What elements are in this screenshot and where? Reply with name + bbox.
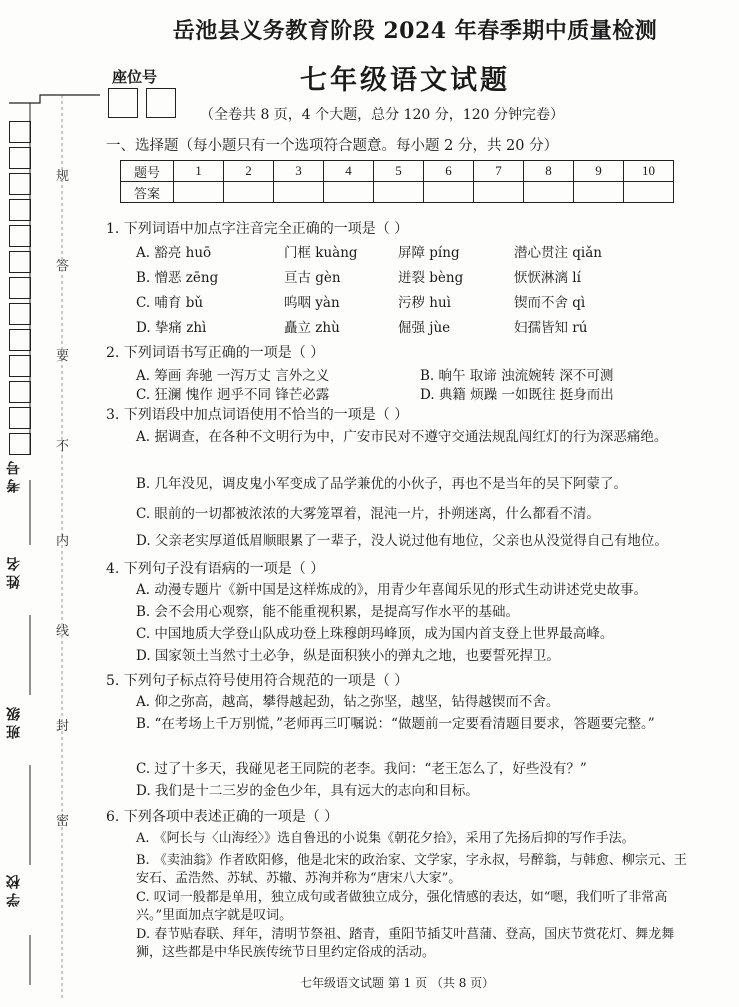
section-one-heading: 一、选择题（每小题只有一个选项符合题意。每小题 2 分，共 20 分） <box>106 138 559 154</box>
table-cell: 10 <box>624 161 674 182</box>
answer-cell[interactable] <box>474 182 524 203</box>
question-5-stem: 5. 下列句子标点符号使用符合规范的一项是（ ） <box>106 673 409 689</box>
option: B. “在考场上千万别慌，”老师再三叮嘱说：“做题前一定要看清题目要求，答题要完整。” <box>136 716 655 732</box>
binding-char: 内 <box>56 534 70 549</box>
exam-id-box[interactable] <box>9 433 31 455</box>
table-cell: 1 <box>174 161 224 182</box>
exam-id-box[interactable] <box>9 329 31 351</box>
paper-title: 七年级语文试题 <box>300 65 510 96</box>
table-cell: 7 <box>474 161 524 182</box>
option: A. 豁亮 huō <box>136 245 212 261</box>
option: A. 筹画 奔驰 一泻万丈 言外之义 <box>136 368 330 384</box>
exam-note: （全卷共 8 页，4 个大题，总分 120 分，120 分钟完卷） <box>200 107 564 123</box>
question-1-stem: 1. 下列词语中加点字注音完全正确的一项是（ ） <box>106 221 409 237</box>
option: 倔强 jùe <box>398 320 451 336</box>
exam-id-box[interactable] <box>9 407 31 429</box>
table-cell: 4 <box>324 161 374 182</box>
exam-id-box[interactable] <box>9 225 31 247</box>
option: A. 据调查，在各种不文明行为中，广安市民对不遵守交通法规乱闯红灯的行为深恶痛绝。 <box>136 429 668 445</box>
school-label: 学校 <box>6 871 22 907</box>
answer-cell[interactable] <box>374 182 424 203</box>
binding-char: 规 <box>56 169 70 184</box>
option: 迸裂 bèng <box>398 270 464 286</box>
option: A. 仰之弥高，越高，攀得越起劲，钻之弥坚，越坚，钻得越锲而不舍。 <box>136 694 560 710</box>
answer-cell[interactable] <box>424 182 474 203</box>
option: C. 哺育 bǔ <box>136 295 204 311</box>
table-cell: 题号 <box>121 161 174 182</box>
table-cell: 8 <box>524 161 574 182</box>
option: 门框 kuàng <box>284 245 358 261</box>
name-label: 姓名 <box>6 553 22 589</box>
option: B. 几年没见，调皮鬼小军变成了品学兼优的小伙子，再也不是当年的吴下阿蒙了。 <box>136 476 628 492</box>
exam-id-box[interactable] <box>9 121 31 143</box>
option: 屏障 píng <box>398 245 460 261</box>
option: A. 《阿长与〈山海经〉》选自鲁迅的小说集《朝花夕拾》，采用了先扬后抑的写作手法。 <box>136 831 635 846</box>
answer-cell[interactable] <box>224 182 274 203</box>
table-cell: 3 <box>274 161 324 182</box>
exam-id-box[interactable] <box>9 199 31 221</box>
binding-margin <box>0 85 100 1005</box>
option: D. 挚痛 zhì <box>136 320 207 336</box>
option: C. 眼前的一切都被浓浓的大雾笼罩着，混沌一片，扑朔迷离，什么都看不清。 <box>136 506 600 522</box>
option: D. 春节贴春联、拜年，清明节祭祖、踏青，重阳节插艾叶菖蒲、登高，国庆节赏花灯、舞龙舞狮，这些都是中华民族传统节日里约定俗成的活动。 <box>136 927 675 960</box>
seat-number-box[interactable] <box>108 88 138 118</box>
page-footer: 七年级语文试题 第 1 页 （共 8 页） <box>300 976 495 990</box>
option: B. 晌午 取谛 浊流婉转 深不可测 <box>420 368 614 384</box>
option: D. 我们是十二三岁的金色少年，具有远大的志向和目标。 <box>136 783 479 799</box>
option: C. 叹词一般都是单用，独立成句或者做独立成分，强化情感的表达，如“嗯，我们听了非常高兴。”里面加点字就是叹词。 <box>136 890 668 923</box>
exam-id-label: 考号 <box>6 457 22 493</box>
class-label: 班级 <box>6 703 22 739</box>
question-3-stem: 3. 下列语段中加点词语使用不恰当的一项是（ ） <box>106 407 409 423</box>
option: 锲而不舍 qì <box>514 295 586 311</box>
option: B. 《卖油翁》作者欧阳修，他是北宋的政治家、文学家，字永叔，号醉翁，与韩愈、柳宗元、王安石、孟浩然、苏轼、苏辙、苏洵并称为“唐宋八大家”。 <box>136 853 687 886</box>
option: C. 狂澜 愧作 迥乎不同 锋芒必露 <box>136 387 330 403</box>
table-cell: 6 <box>424 161 474 182</box>
answer-cell[interactable] <box>324 182 374 203</box>
answer-table <box>120 160 674 203</box>
table-cell: 9 <box>574 161 624 182</box>
binding-char: 封 <box>56 719 70 734</box>
option: 矗立 zhù <box>284 320 340 336</box>
option: 亘古 gèn <box>284 270 341 286</box>
binding-char: 答 <box>56 259 70 274</box>
binding-lines <box>0 85 100 1005</box>
table-cell: 答案 <box>121 182 174 203</box>
option: D. 父亲老实厚道低眉顺眼累了一辈子，没人说过他有地位，父亲也从没觉得自己有地位。 <box>136 533 668 549</box>
table-row <box>121 182 674 203</box>
option: 恹恹淋漓 lí <box>514 270 581 286</box>
exam-header: 岳池县义务教育阶段 2024 年春季期中质量检测 <box>172 18 658 44</box>
table-cell: 2 <box>224 161 274 182</box>
seat-number-box[interactable] <box>146 88 176 118</box>
binding-char: 密 <box>56 814 70 829</box>
option: 污秽 huì <box>398 295 451 311</box>
question-1-options <box>136 241 696 337</box>
answer-cell[interactable] <box>274 182 324 203</box>
option: B. 会不会用心观察，能不能重视积累，是提高写作水平的基础。 <box>136 604 520 620</box>
option: C. 中国地质大学登山队成功登上珠穆朗玛峰顶，成为国内首支登上世界最高峰。 <box>136 626 614 642</box>
option: 妇孺皆知 rú <box>514 320 588 336</box>
answer-cell[interactable] <box>174 182 224 203</box>
seat-number-label: 座位号 <box>112 68 158 86</box>
option: 潜心贯注 qiǎn <box>514 245 602 261</box>
question-6-stem: 6. 下列各项中表述正确的一项是（ ） <box>106 809 339 825</box>
table-cell: 5 <box>374 161 424 182</box>
answer-cell[interactable] <box>524 182 574 203</box>
answer-cell[interactable] <box>624 182 674 203</box>
option: D. 典籍 烦躁 一如既往 挺身而出 <box>420 387 614 403</box>
binding-char: 要 <box>56 349 70 364</box>
answer-cell[interactable] <box>574 182 624 203</box>
exam-id-box[interactable] <box>9 381 31 403</box>
option: A. 动漫专题片《新中国是这样炼成的》，用青少年喜闻乐见的形式生动讲述党史故事。 <box>136 582 648 598</box>
option: C. 过了十多天，我碰见老王同院的老李。我问：“老王怎么了，好些没有？” <box>136 761 587 777</box>
exam-id-box[interactable] <box>9 251 31 273</box>
option: 呜咽 yàn <box>284 295 340 311</box>
table-row <box>121 161 674 182</box>
exam-id-box[interactable] <box>9 147 31 169</box>
exam-id-box[interactable] <box>9 355 31 377</box>
binding-char: 不 <box>56 439 70 454</box>
question-4-stem: 4. 下列句子没有语病的一项是（ ） <box>106 561 325 577</box>
exam-id-box[interactable] <box>9 303 31 325</box>
option: D. 国家领土当然寸土必争，纵是面积狭小的弹丸之地，也要誓死捍卫。 <box>136 648 560 664</box>
exam-id-box[interactable] <box>9 277 31 299</box>
exam-id-box[interactable] <box>9 173 31 195</box>
option: B. 憎恶 zēng <box>136 270 219 286</box>
question-2-stem: 2. 下列词语书写正确的一项是（ ） <box>106 345 325 361</box>
binding-char: 线 <box>56 624 70 639</box>
